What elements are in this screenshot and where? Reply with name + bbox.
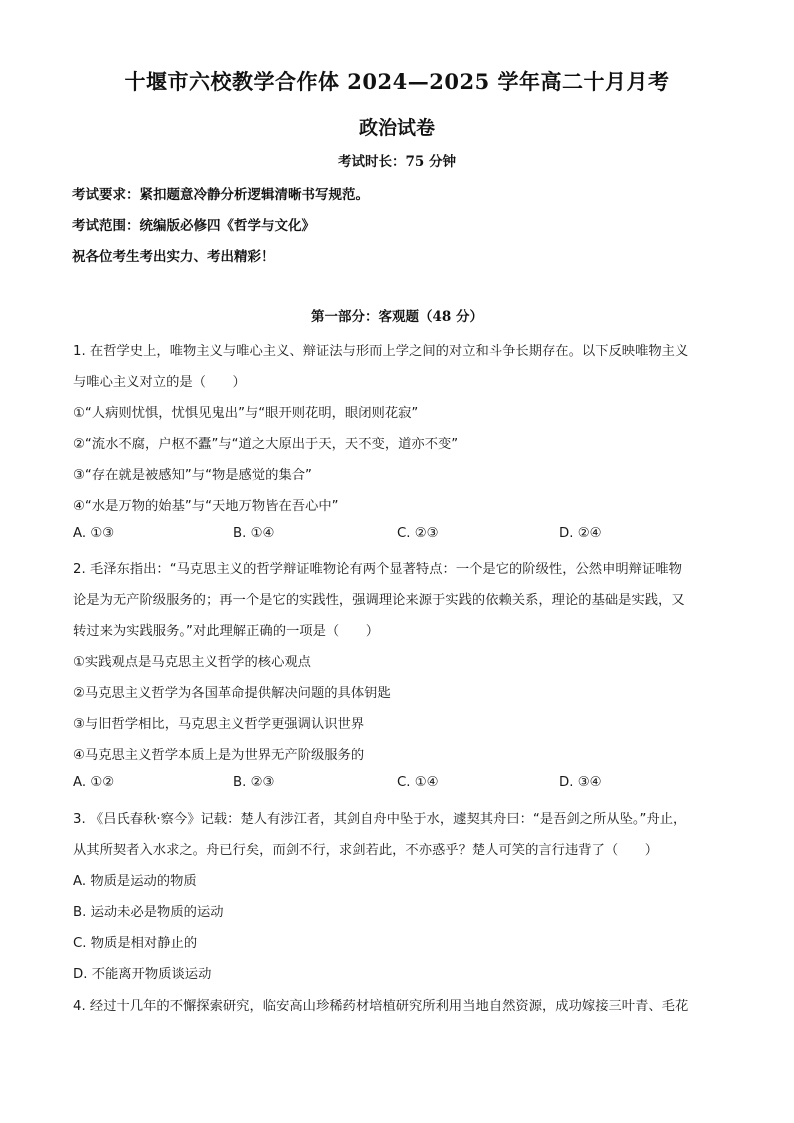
q2-item: ②马克思主义哲学为各国革命提供解决问题的具体钥匙 [73, 686, 391, 701]
q1-option-d[interactable]: D. ②④ [559, 526, 602, 541]
q3-stem-line: 3. 《吕氏春秋·察今》记载：楚人有涉江者，其剑自舟中坠于水，遽契其舟曰：“是吾剑之所从坠。”舟止， [73, 812, 687, 827]
q2-option-d[interactable]: D. ③④ [559, 775, 602, 790]
q1-stem-line: 1. 在哲学史上，唯物主义与唯心主义、辩证法与形而上学之间的对立和斗争长期存在。以下反映唯物主义 [73, 344, 689, 359]
q1-option-c[interactable]: C. ②③ [397, 526, 439, 541]
q3-option-d[interactable]: D. 不能离开物质谈运动 [73, 967, 212, 982]
exam-wish: 祝各位考生考出实力、考出精彩！ [72, 249, 275, 265]
q1-item: ②“流水不腐，户枢不蠹”与“道之大原出于天，天不变，道亦不变” [73, 437, 459, 452]
q2-option-c[interactable]: C. ①④ [397, 775, 439, 790]
q1-stem-line: 与唯心主义对立的是（ ） [73, 375, 246, 390]
exam-scope: 考试范围：统编版必修四《哲学与文化》 [72, 218, 315, 234]
exam-duration: 考试时长：75 分钟 [338, 154, 456, 170]
q3-stem-line: 从其所契者入水求之。舟已行矣，而剑不行，求剑若此，不亦惑乎？楚人可笑的言行违背了（ ） [73, 843, 659, 858]
q2-option-b[interactable]: B. ②③ [233, 775, 275, 790]
exam-requirement: 考试要求：紧扣题意冷静分析逻辑清晰书写规范。 [72, 187, 369, 203]
q2-stem-line: 转过来为实践服务。”对此理解正确的一项是（ ） [73, 624, 380, 639]
q1-option-a[interactable]: A. ①③ [73, 526, 115, 541]
q4-stem-line: 4. 经过十几年的不懈探索研究，临安高山珍稀药材培植研究所利用当地自然资源，成功嫁接三叶青、毛花 [73, 999, 689, 1014]
q2-item: ①实践观点是马克思主义哲学的核心观点 [73, 655, 311, 670]
q3-option-b[interactable]: B. 运动未必是物质的运动 [73, 905, 224, 920]
section-title: 第一部分：客观题（48 分） [311, 309, 483, 325]
q1-item: ④“水是万物的始基”与“天地万物皆在吾心中” [73, 499, 339, 514]
q3-option-c[interactable]: C. 物质是相对静止的 [73, 936, 198, 951]
q1-item: ①“人病则忧惧，忧惧见鬼出”与“眼开则花明，眼闭则花寂” [73, 406, 419, 421]
exam-subject: 政治试卷 [358, 117, 435, 139]
q1-option-b[interactable]: B. ①④ [233, 526, 275, 541]
q2-option-a[interactable]: A. ①② [73, 775, 115, 790]
exam-title: 十堰市六校教学合作体 2024—2025 学年高二十月月考 [124, 69, 670, 94]
q2-item: ③与旧哲学相比，马克思主义哲学更强调认识世界 [73, 717, 365, 732]
q2-stem-line: 2. 毛泽东指出：“马克思主义的哲学辩证唯物论有两个显著特点：一个是它的阶级性，公然申明辩证唯物 [73, 562, 682, 577]
q1-item: ③“存在就是被感知”与“物是感觉的集合” [73, 468, 312, 483]
q2-stem-line: 论是为无产阶级服务的；再一个是它的实践性，强调理论来源于实践的依赖关系，理论的基础是实践，又 [73, 593, 685, 608]
q2-item: ④马克思主义哲学本质上是为世界无产阶级服务的 [73, 748, 365, 763]
q3-option-a[interactable]: A. 物质是运动的物质 [73, 874, 197, 889]
